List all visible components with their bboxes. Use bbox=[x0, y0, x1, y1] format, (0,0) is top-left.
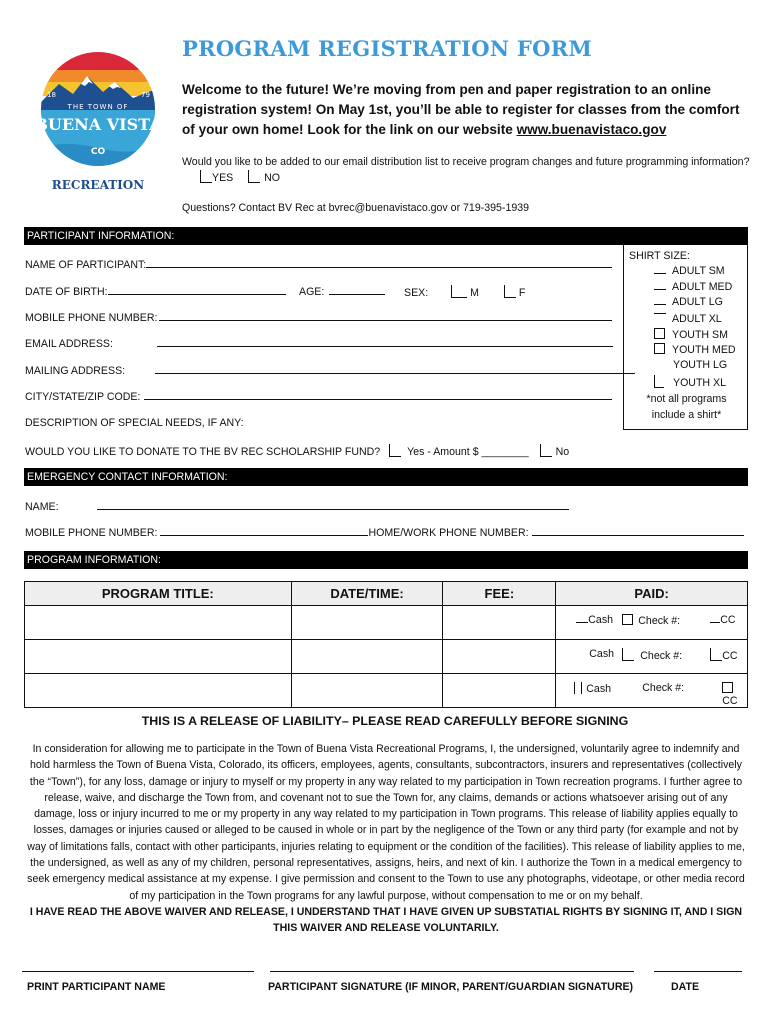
donate-no-checkbox[interactable] bbox=[540, 444, 552, 457]
emergency-mobile-field bbox=[25, 526, 744, 539]
shirt-note-line2: include a shirt* bbox=[651, 409, 722, 421]
shirt-label: YOUTH XL bbox=[673, 376, 726, 389]
form-title: PROGRAM REGISTRATION FORM bbox=[182, 36, 593, 61]
welcome-body: Welcome to the future! We’re moving from pen and paper registration to an online registration system! On May 1st, you’ll be able to register for classes from the comfort of your own home! Look for the link on our website bbox=[182, 82, 740, 137]
shirt-option[interactable] bbox=[654, 359, 746, 375]
cash-label: Cash bbox=[586, 683, 612, 695]
release-body: In consideration for allowing me to participate in the Town of Buena Vista Recreational Programs, I, the undersigned, voluntarily agree to indemnify and hold harmless the Town of Buena Vista, Colorado, its officers, employees, agents, consultants, subcontractors, insurers and representatives (collectively the “Town”), for any loss, damage or injury to myself or my property in any way related to my participation in Town recreation programs. I further agree to release, waive, and discharge the Town from, and covenant not to sue the Town for, any claims, demands or actions whatsoever arising out of any damage, loss or injury incurred to me or my property in any way related to my participation in Town programs. This release of liability applies equally to losses, damages or injuries caused or alleged to be caused in whole or in part by the negligence of the Town or any third party (for example and not by way of limitations falls, contact with other participants, injuries relating to equipment or the condition of the facilities). This release of liability applies to me, the undersigned, as well as any of my children, personal representatives, assigns, heirs, and next of kin. I authorize the Town in a medical emergency to seek emergency medical assistance at my expense. I give permission and consent to the Town to use any photographs, videotape, or other media record of my participation in the Town programs for any lawful purpose, without compensation to me or on my behalf. bbox=[27, 743, 745, 902]
cc-checkbox[interactable] bbox=[710, 648, 722, 661]
shirt-option[interactable] bbox=[654, 281, 746, 297]
signature-line[interactable] bbox=[270, 971, 634, 972]
date-time-cell[interactable] bbox=[291, 640, 443, 674]
city-label: CITY/STATE/ZIP CODE: bbox=[25, 391, 141, 403]
sex-male-label: M bbox=[470, 287, 479, 299]
shirt-label: YOUTH SM bbox=[672, 328, 728, 341]
logo-emblem bbox=[37, 48, 159, 173]
emergency-home-label: HOME/WORK PHONE NUMBER: bbox=[368, 527, 529, 539]
shirt-size-panel bbox=[623, 245, 748, 430]
program-title-cell[interactable] bbox=[25, 640, 292, 674]
column-header: FEE: bbox=[443, 582, 556, 606]
email-input[interactable] bbox=[157, 337, 613, 347]
email-list-question bbox=[182, 154, 752, 186]
dob-label: DATE OF BIRTH: bbox=[25, 286, 108, 298]
cash-checkbox[interactable] bbox=[576, 614, 588, 623]
dob-field bbox=[25, 285, 286, 298]
mailing-input[interactable] bbox=[155, 364, 635, 374]
welcome-text bbox=[182, 80, 752, 140]
mobile-field bbox=[25, 311, 612, 324]
donate-label: WOULD YOU LIKE TO DONATE TO THE BV REC SCHOLARSHIP FUND? bbox=[25, 446, 381, 458]
questions-contact: Questions? Contact BV Rec at bvrec@buenavistaco.gov or 719-395-1939 bbox=[182, 202, 530, 214]
email-label: EMAIL ADDRESS: bbox=[25, 338, 113, 350]
shirt-note bbox=[624, 391, 749, 423]
shirt-checkbox[interactable] bbox=[654, 281, 666, 290]
shirt-size-heading: SHIRT SIZE: bbox=[629, 250, 690, 262]
shirt-label: YOUTH MED bbox=[672, 344, 736, 357]
donate-field bbox=[25, 444, 569, 458]
cc-checkbox[interactable] bbox=[722, 682, 733, 693]
cash-label: Cash bbox=[588, 614, 614, 626]
participant-name-label: NAME OF PARTICIPANT: bbox=[25, 259, 147, 271]
shirt-note-line1: *not all programs bbox=[646, 393, 727, 405]
shirt-label: ADULT MED bbox=[672, 280, 733, 293]
mailing-label: MAILING ADDRESS: bbox=[25, 365, 126, 377]
date-line[interactable] bbox=[654, 971, 742, 972]
donate-yes-label: Yes - Amount $ ________ bbox=[407, 446, 529, 458]
emergency-mobile-input[interactable] bbox=[160, 526, 368, 536]
paid-cell bbox=[556, 640, 748, 674]
emergency-home-input[interactable] bbox=[532, 526, 744, 536]
email-no-checkbox[interactable] bbox=[248, 170, 260, 183]
shirt-size-list bbox=[654, 265, 746, 391]
logo-caption: RECREATION bbox=[51, 178, 145, 192]
release-text bbox=[26, 741, 746, 937]
email-yes-label: YES bbox=[212, 172, 234, 184]
release-heading: THIS IS A RELEASE OF LIABILITY– PLEASE READ CAREFULLY BEFORE SIGNING bbox=[141, 714, 629, 728]
program-table-header bbox=[25, 582, 748, 606]
shirt-label: ADULT SM bbox=[672, 265, 725, 277]
shirt-checkbox[interactable] bbox=[654, 328, 665, 339]
check-label: Check #: bbox=[638, 615, 681, 627]
cc-label: CC bbox=[720, 614, 736, 626]
date-time-cell[interactable] bbox=[291, 674, 443, 708]
sex-male-checkbox[interactable] bbox=[451, 285, 467, 298]
shirt-option[interactable] bbox=[654, 265, 746, 281]
age-field bbox=[299, 285, 385, 298]
mobile-label: MOBILE PHONE NUMBER: bbox=[25, 312, 158, 324]
fee-cell[interactable] bbox=[443, 640, 556, 674]
cc-label: CC bbox=[722, 695, 738, 707]
logo-line1: THE TOWN OF bbox=[67, 103, 129, 111]
email-question-text: Would you like to be added to our email distribution list to receive program changes and future programming information? bbox=[182, 156, 750, 168]
shirt-option[interactable] bbox=[654, 343, 746, 359]
print-name-line[interactable] bbox=[22, 971, 254, 972]
age-input[interactable] bbox=[329, 285, 385, 295]
website-link[interactable]: www.buenavistaco.gov bbox=[516, 122, 667, 137]
city-field bbox=[25, 390, 612, 403]
paid-cell bbox=[556, 606, 748, 640]
email-yes-checkbox[interactable] bbox=[200, 170, 212, 183]
table-row bbox=[25, 640, 748, 674]
cash-label: Cash bbox=[589, 648, 615, 660]
participant-name-input[interactable] bbox=[146, 258, 612, 268]
shirt-label: ADULT LG bbox=[672, 296, 723, 309]
cc-label: CC bbox=[722, 650, 738, 662]
logo-state: CO bbox=[90, 147, 106, 157]
date-time-cell[interactable] bbox=[291, 606, 443, 640]
participant-name-field bbox=[25, 258, 612, 271]
check-label: Check #: bbox=[642, 682, 685, 694]
special-needs-field bbox=[25, 417, 244, 429]
special-needs-label: DESCRIPTION OF SPECIAL NEEDS, IF ANY: bbox=[25, 417, 244, 429]
fee-cell[interactable] bbox=[443, 674, 556, 708]
emergency-section-header: EMERGENCY CONTACT INFORMATION: bbox=[24, 468, 748, 486]
emergency-mobile-label: MOBILE PHONE NUMBER: bbox=[25, 527, 158, 539]
cash-checkbox[interactable] bbox=[574, 682, 582, 694]
table-row bbox=[25, 606, 748, 640]
date-label: DATE bbox=[671, 981, 700, 993]
donate-yes-checkbox[interactable] bbox=[389, 444, 401, 457]
emergency-name-field bbox=[25, 500, 569, 513]
logo-line2: BUENA VISTA bbox=[37, 115, 159, 134]
emergency-name-label: NAME: bbox=[25, 501, 59, 513]
column-header: PROGRAM TITLE: bbox=[25, 582, 292, 606]
email-field bbox=[25, 337, 613, 350]
check-checkbox[interactable] bbox=[622, 648, 634, 661]
check-checkbox[interactable] bbox=[622, 614, 633, 625]
shirt-checkbox[interactable] bbox=[654, 296, 666, 305]
sex-label: SEX: bbox=[404, 287, 429, 299]
mailing-field bbox=[25, 364, 635, 377]
age-label: AGE: bbox=[299, 286, 325, 298]
program-title-cell[interactable] bbox=[25, 674, 292, 708]
release-agreement: I HAVE READ THE ABOVE WAIVER AND RELEASE, I UNDERSTAND THAT I HAVE GIVEN UP SUBSTATIAL RIGHTS BY SIGNING IT, AND I SIGN THIS WAIVER AND RELEASE VOLUNTARILY. bbox=[29, 905, 743, 935]
emergency-name-input[interactable] bbox=[97, 500, 569, 510]
shirt-checkbox[interactable] bbox=[654, 375, 664, 388]
program-table bbox=[24, 581, 748, 708]
participant-section-header: PARTICIPANT INFORMATION: bbox=[24, 227, 748, 245]
logo-left-num: 18 bbox=[47, 91, 56, 99]
email-no-label: NO bbox=[264, 172, 281, 184]
cc-checkbox[interactable] bbox=[710, 614, 720, 623]
program-title-cell[interactable] bbox=[25, 606, 292, 640]
shirt-label: ADULT XL bbox=[672, 313, 722, 326]
logo-right-num: 79 bbox=[141, 91, 150, 99]
city-input[interactable] bbox=[144, 390, 612, 400]
program-section-header: PROGRAM INFORMATION: bbox=[24, 551, 748, 569]
shirt-checkbox[interactable] bbox=[654, 343, 665, 354]
shirt-option[interactable] bbox=[654, 328, 746, 344]
shirt-option[interactable] bbox=[654, 312, 746, 328]
shirt-checkbox[interactable] bbox=[654, 312, 666, 314]
check-label: Check #: bbox=[640, 650, 683, 662]
print-name-label: PRINT PARTICIPANT NAME bbox=[27, 981, 166, 993]
shirt-label: YOUTH LG bbox=[673, 359, 728, 372]
shirt-checkbox[interactable] bbox=[654, 265, 666, 274]
sex-female-label: F bbox=[518, 287, 526, 299]
dob-input[interactable] bbox=[108, 285, 286, 295]
fee-cell[interactable] bbox=[443, 606, 556, 640]
column-header: DATE/TIME: bbox=[291, 582, 443, 606]
sex-field bbox=[404, 285, 525, 299]
mobile-input[interactable] bbox=[159, 311, 612, 321]
signature-label: PARTICIPANT SIGNATURE (IF MINOR, PARENT/GUARDIAN SIGNATURE) bbox=[268, 981, 634, 993]
sex-female-checkbox[interactable] bbox=[504, 285, 516, 298]
paid-cell bbox=[556, 674, 748, 708]
table-row bbox=[25, 674, 748, 708]
shirt-option[interactable] bbox=[654, 296, 746, 312]
column-header: PAID: bbox=[556, 582, 748, 606]
donate-no-label: No bbox=[555, 446, 570, 458]
town-logo bbox=[37, 48, 159, 192]
shirt-option[interactable] bbox=[654, 375, 746, 391]
